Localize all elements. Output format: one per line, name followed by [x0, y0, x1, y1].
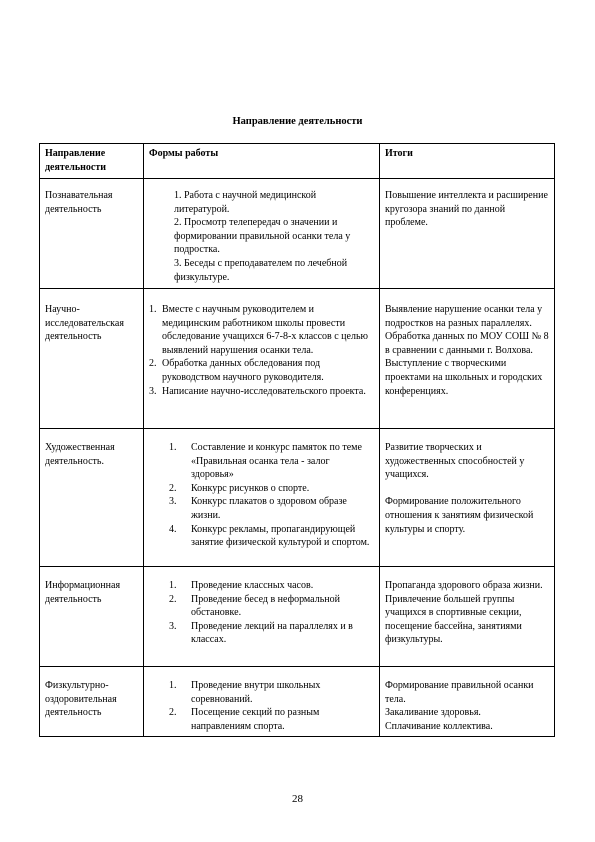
list-item: 2. Посещение секций по разным направлениям спорта. [169, 707, 320, 732]
table-row [40, 429, 555, 567]
forms-cell [144, 179, 380, 289]
list-item: 2. Обработка данных обследования под руководством научного руководителя. [149, 358, 324, 383]
result-item: Развитие творческих и художественных способностей у учащихся. [385, 442, 525, 481]
results-cell [380, 179, 555, 289]
list-item: 3. Проведение лекций на параллелях и в классах. [169, 620, 353, 646]
activities-table [39, 143, 555, 737]
direction-cell: Научно-исследовательская деятельность [40, 289, 144, 429]
forms-cell [144, 429, 380, 567]
result-item: Обработка данных по МОУ СОШ № 8 в сравнении с данными г. Волхова. [385, 331, 549, 356]
result-gap [385, 482, 549, 496]
list-item: 2. Просмотр телепередач о значении и формировании правильной осанки тела у подростка. [174, 217, 351, 256]
table-row [40, 667, 555, 737]
header-direction: Направление деятельности [40, 144, 144, 179]
forms-cell [144, 667, 380, 737]
result-item: Формирование положительного отношения к занятиям физической культуры и спорту. [385, 496, 534, 535]
result-item: Выявление нарушение осанки тела у подростков на разных параллелях. [385, 304, 543, 329]
list-item: 1. Составление и конкурс памяток по теме «Правильная осанка тела - залог здоровья» [169, 442, 362, 481]
direction-cell: Физкультурно-оздоровительная деятельность [40, 667, 144, 737]
table-row [40, 289, 555, 429]
result-item: Закаливание здоровья. [385, 707, 481, 719]
results-cell [380, 289, 555, 429]
table-row [40, 567, 555, 667]
list-item: 3. Написание научно-исследовательского проекта. [149, 385, 366, 397]
result-item: Формирование правильной осанки тела. [385, 680, 534, 705]
header-forms: Формы работы [144, 144, 380, 179]
results-cell [380, 567, 555, 667]
result-item: Сплачивание коллектива. [385, 720, 493, 732]
direction-cell: Познавательная деятельность [40, 179, 144, 289]
direction-cell: Художественная деятельность. [40, 429, 144, 567]
list-item: 3. Конкурс плакатов о здоровом образе жизни. [169, 496, 347, 521]
forms-cell [144, 289, 380, 429]
table-row [40, 179, 555, 289]
list-item: 1. Проведение классных часов. [169, 580, 314, 591]
table-header-row [40, 144, 555, 179]
result-item: Повышение интеллекта и расширение кругозора знаний по данной проблеме. [385, 190, 548, 229]
list-item: 1. Вместе с научным руководителем и медицинским работником школы провести обследование учащихся 6-7-8-х классов с целью выявлений нарушения осанки тела. [149, 304, 368, 356]
list-item: 4. Конкурс рекламы, пропагандирующей занятие физической культурой и спортом. [169, 523, 370, 549]
results-cell [380, 667, 555, 737]
direction-cell: Информационная деятельность [40, 567, 144, 667]
page-title: Направление деятельности [232, 116, 363, 127]
list-item: 2. Проведение бесед в неформальной обстановке. [169, 593, 340, 619]
result-item: Выступление с творческими проектами на школьных и городских конференциях. [385, 358, 543, 397]
forms-cell [144, 567, 380, 667]
header-results: Итоги [380, 144, 555, 179]
list-item: 1. Работа с научной медицинской литературой. [174, 190, 317, 215]
list-item: 1. Проведение внутри школьных соревнований. [169, 680, 321, 705]
page-number: 28 [292, 793, 303, 805]
result-item: Привлечение большей группы учащихся в спортивные секции, посещение бассейна, занятиями физкультуры. [385, 593, 522, 646]
list-item: 2. Конкурс рисунков о спорте. [169, 482, 310, 494]
results-cell [380, 429, 555, 567]
list-item: 3. Беседы с преподавателем по лечебной физкультуре. [174, 257, 348, 283]
result-item: Пропаганда здорового образа жизни. [385, 580, 543, 591]
